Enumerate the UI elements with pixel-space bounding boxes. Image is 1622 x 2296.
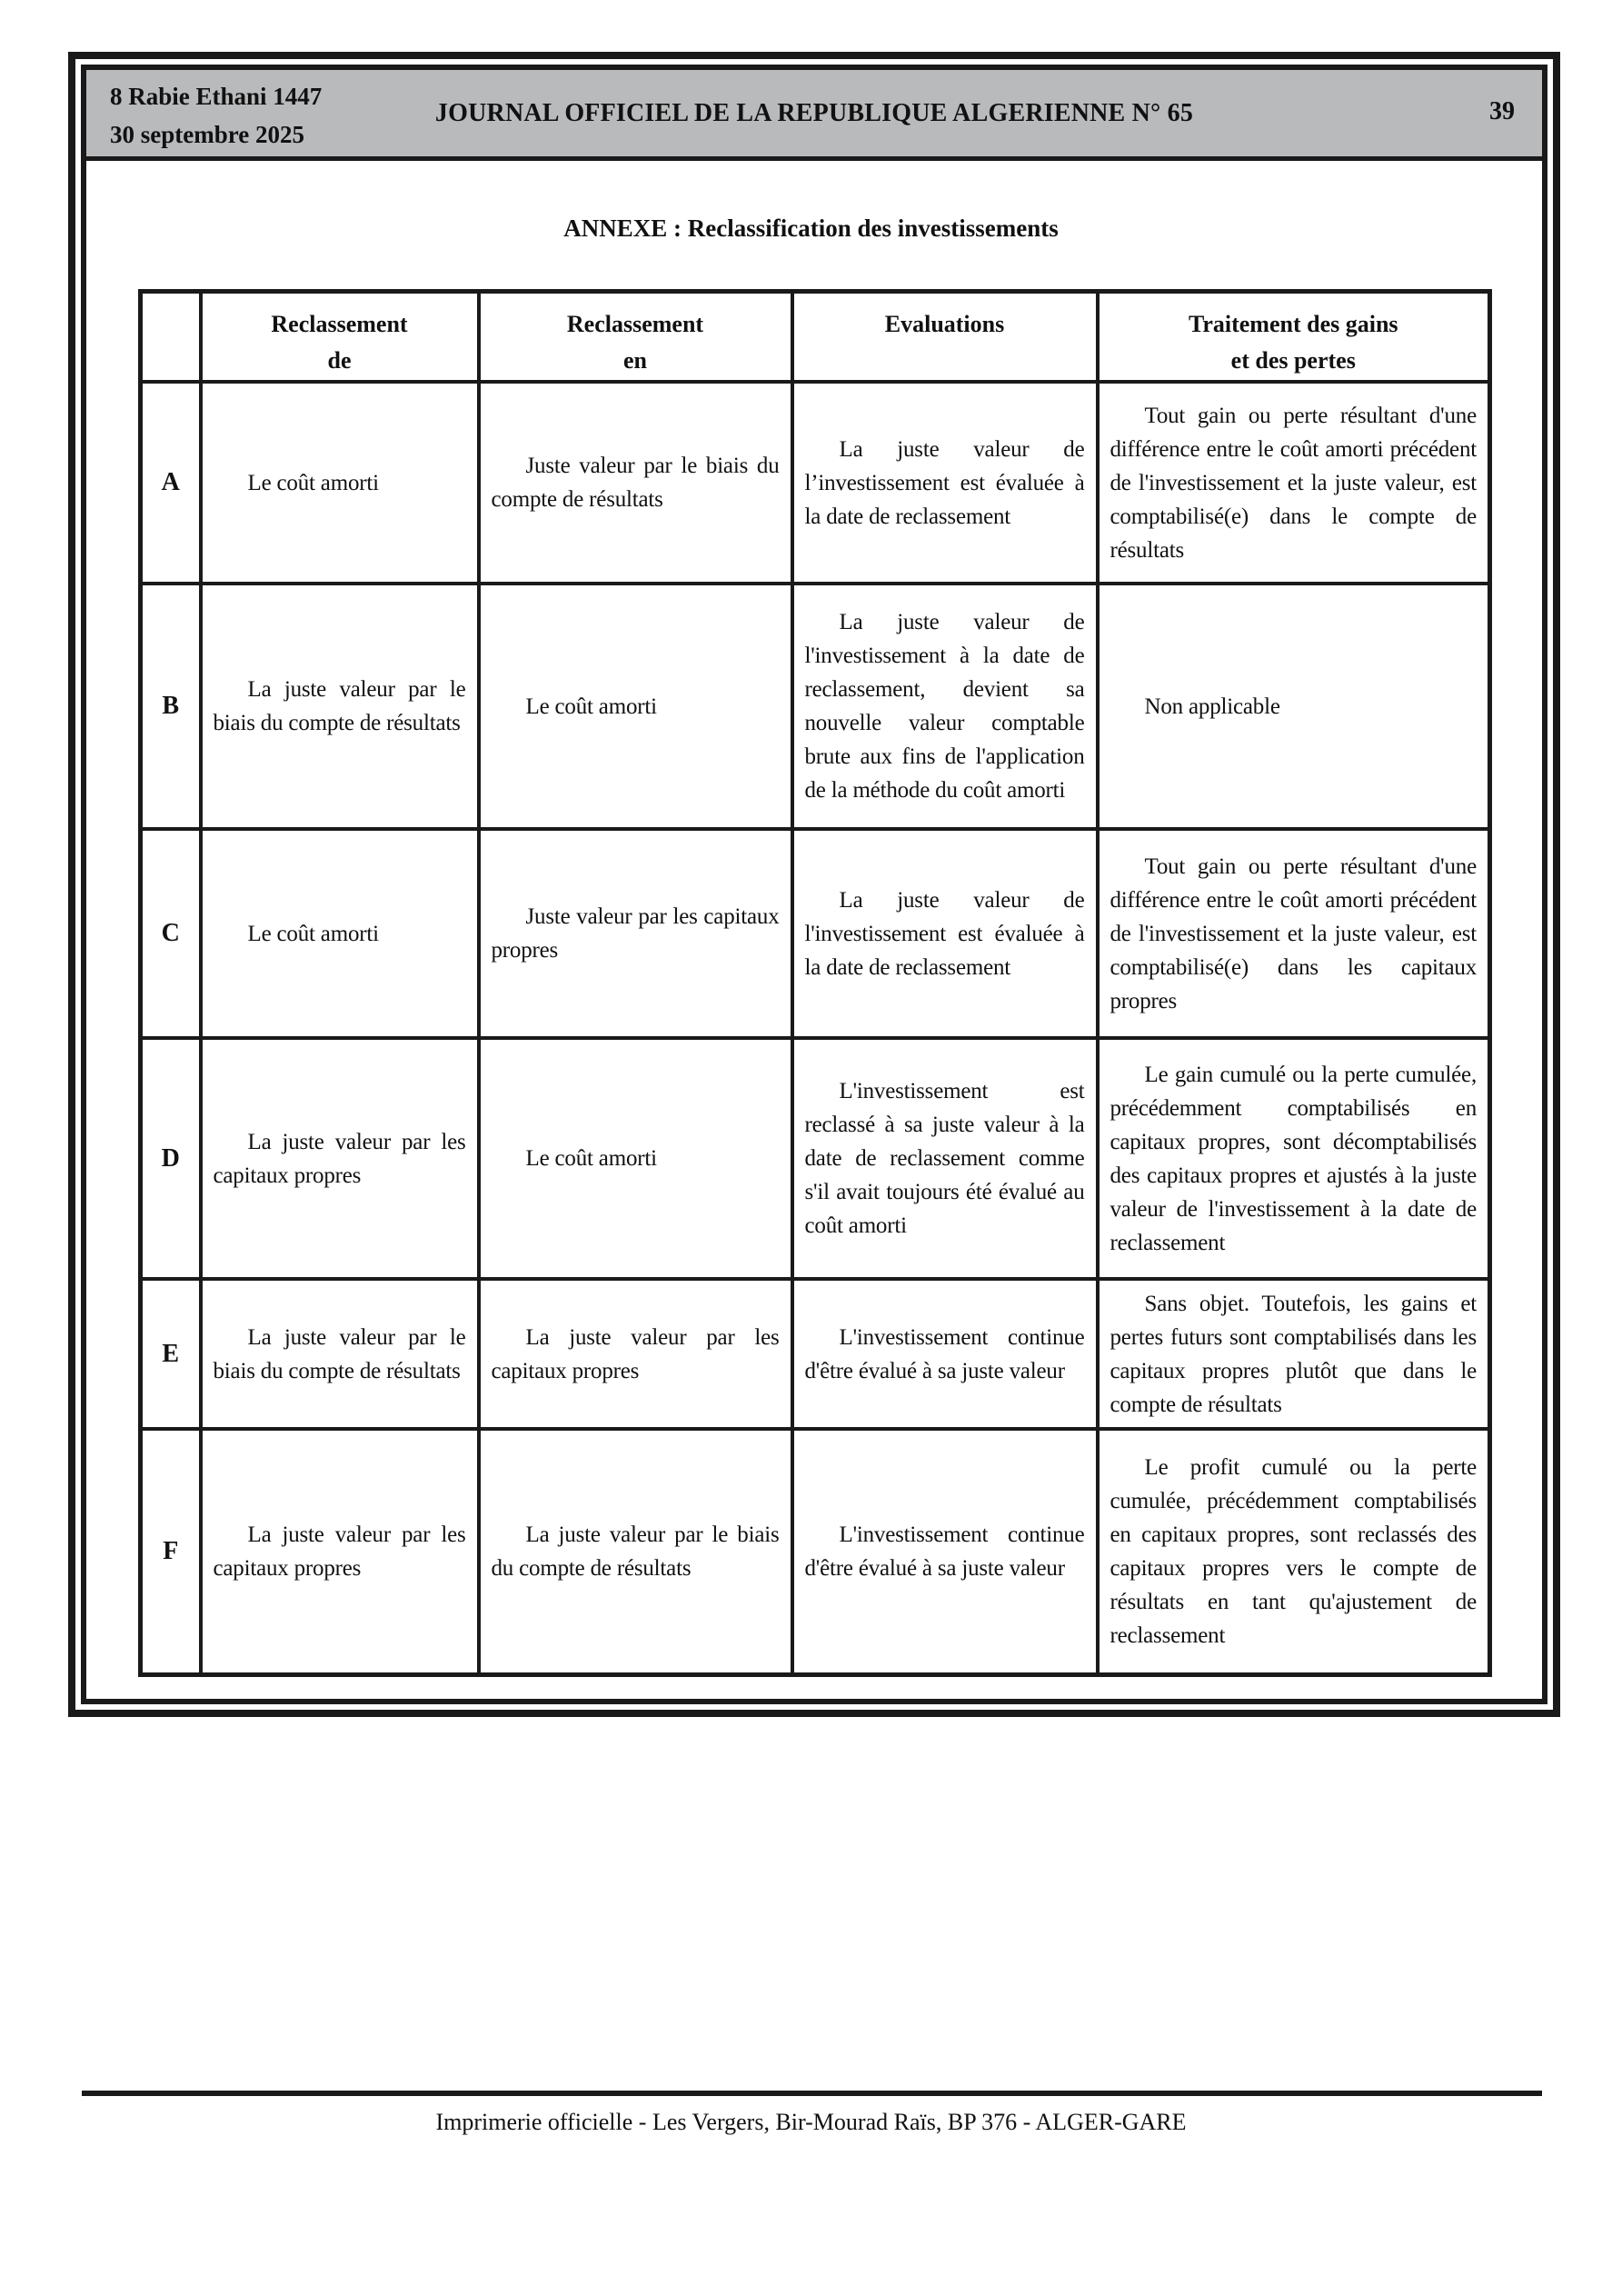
header-cell-reclassement-de: Reclassement de bbox=[201, 292, 479, 383]
header-cell-reclassement-en: Reclassement en bbox=[479, 292, 792, 383]
page-number: 39 bbox=[1489, 97, 1515, 125]
cell-reclassement-de: La juste valeur par les capitaux propres bbox=[201, 1038, 479, 1279]
table-row bbox=[141, 382, 1490, 584]
date-gregorian: 30 septembre 2025 bbox=[110, 121, 304, 148]
table-row bbox=[141, 829, 1490, 1038]
cell-traitement: Le profit cumulé ou la perte cumulée, précédemment comptabilisés en capitaux propres, sont reclassés des capitaux propres vers le compte de résultats en tant qu'ajustement de reclassement bbox=[1098, 1429, 1490, 1674]
header-cell-evaluations: Evaluations bbox=[792, 292, 1098, 383]
cell-traitement: Non applicable bbox=[1098, 584, 1490, 829]
table-row bbox=[141, 1429, 1490, 1674]
cell-reclassement-de: La juste valeur par les capitaux propres bbox=[201, 1429, 479, 1674]
cell-evaluation: La juste valeur de l'investissement à la date de reclassement, devient sa nouvelle valeur comptable brute aux fins de l'application de la méthode du coût amorti bbox=[792, 584, 1098, 829]
row-letter: D bbox=[141, 1038, 201, 1279]
table-header-row bbox=[141, 292, 1490, 383]
cell-traitement: Tout gain ou perte résultant d'une différence entre le coût amorti précédent de l'investissement et la juste valeur, est comptabilisé(e) dans les capitaux propres bbox=[1098, 829, 1490, 1038]
cell-reclassement-en: La juste valeur par les capitaux propres bbox=[479, 1279, 792, 1429]
cell-reclassement-en: Le coût amorti bbox=[479, 584, 792, 829]
table-row bbox=[141, 1279, 1490, 1429]
masthead-dates bbox=[110, 77, 322, 154]
row-letter: A bbox=[141, 382, 201, 584]
masthead-bar bbox=[86, 70, 1542, 161]
header-cell-empty bbox=[141, 292, 201, 383]
cell-reclassement-en: La juste valeur par le biais du compte de résultats bbox=[479, 1429, 792, 1674]
cell-reclassement-en: Juste valeur par le biais du compte de résultats bbox=[479, 382, 792, 584]
table-row bbox=[141, 584, 1490, 829]
footer-rule bbox=[82, 2091, 1542, 2096]
row-letter: C bbox=[141, 829, 201, 1038]
row-letter: E bbox=[141, 1279, 201, 1429]
annex-title: ANNEXE : Reclassification des investissements bbox=[563, 215, 1059, 242]
cell-reclassement-en: Juste valeur par les capitaux propres bbox=[479, 829, 792, 1038]
cell-evaluation: L'investissement est reclassé à sa juste valeur à la date de reclassement comme s'il avait toujours été évalué au coût amorti bbox=[792, 1038, 1098, 1279]
cell-evaluation: La juste valeur de l'investissement est évaluée à la date de reclassement bbox=[792, 829, 1098, 1038]
cell-reclassement-de: Le coût amorti bbox=[201, 829, 479, 1038]
header-cell-traitement: Traitement des gains et des pertes bbox=[1098, 292, 1490, 383]
cell-traitement: Tout gain ou perte résultant d'une différence entre le coût amorti précédent de l'investissement et la juste valeur, est comptabilisé(e) dans le compte de résultats bbox=[1098, 382, 1490, 584]
row-letter: F bbox=[141, 1429, 201, 1674]
cell-traitement: Sans objet. Toutefois, les gains et pertes futurs sont comptabilisés dans les capitaux propres plutôt que dans le compte de résultats bbox=[1098, 1279, 1490, 1429]
cell-reclassement-de: La juste valeur par le biais du compte de résultats bbox=[201, 1279, 479, 1429]
journal-title: JOURNAL OFFICIEL DE LA REPUBLIQUE ALGERIENNE N° 65 bbox=[434, 98, 1194, 127]
cell-evaluation: L'investissement continue d'être évalué à sa juste valeur bbox=[792, 1279, 1098, 1429]
date-hijri: 8 Rabie Ethani 1447 bbox=[110, 83, 323, 110]
cell-reclassement-de: La juste valeur par le biais du compte de résultats bbox=[201, 584, 479, 829]
cell-reclassement-de: Le coût amorti bbox=[201, 382, 479, 584]
row-letter: B bbox=[141, 584, 201, 829]
footer-imprint: Imprimerie officielle - Les Vergers, Bir-Mourad Raïs, BP 376 - ALGER-GARE bbox=[435, 2109, 1187, 2135]
table-row bbox=[141, 1038, 1490, 1279]
cell-reclassement-en: Le coût amorti bbox=[479, 1038, 792, 1279]
reclassification-table bbox=[138, 289, 1492, 1677]
cell-evaluation: La juste valeur de l’investissement est évaluée à la date de reclassement bbox=[792, 382, 1098, 584]
cell-evaluation: L'investissement continue d'être évalué à sa juste valeur bbox=[792, 1429, 1098, 1674]
cell-traitement: Le gain cumulé ou la perte cumulée, précédemment comptabilisés en capitaux propres, sont décomptabilisés des capitaux propres et ajustés à la juste valeur de l'investissement à la date de reclassement bbox=[1098, 1038, 1490, 1279]
